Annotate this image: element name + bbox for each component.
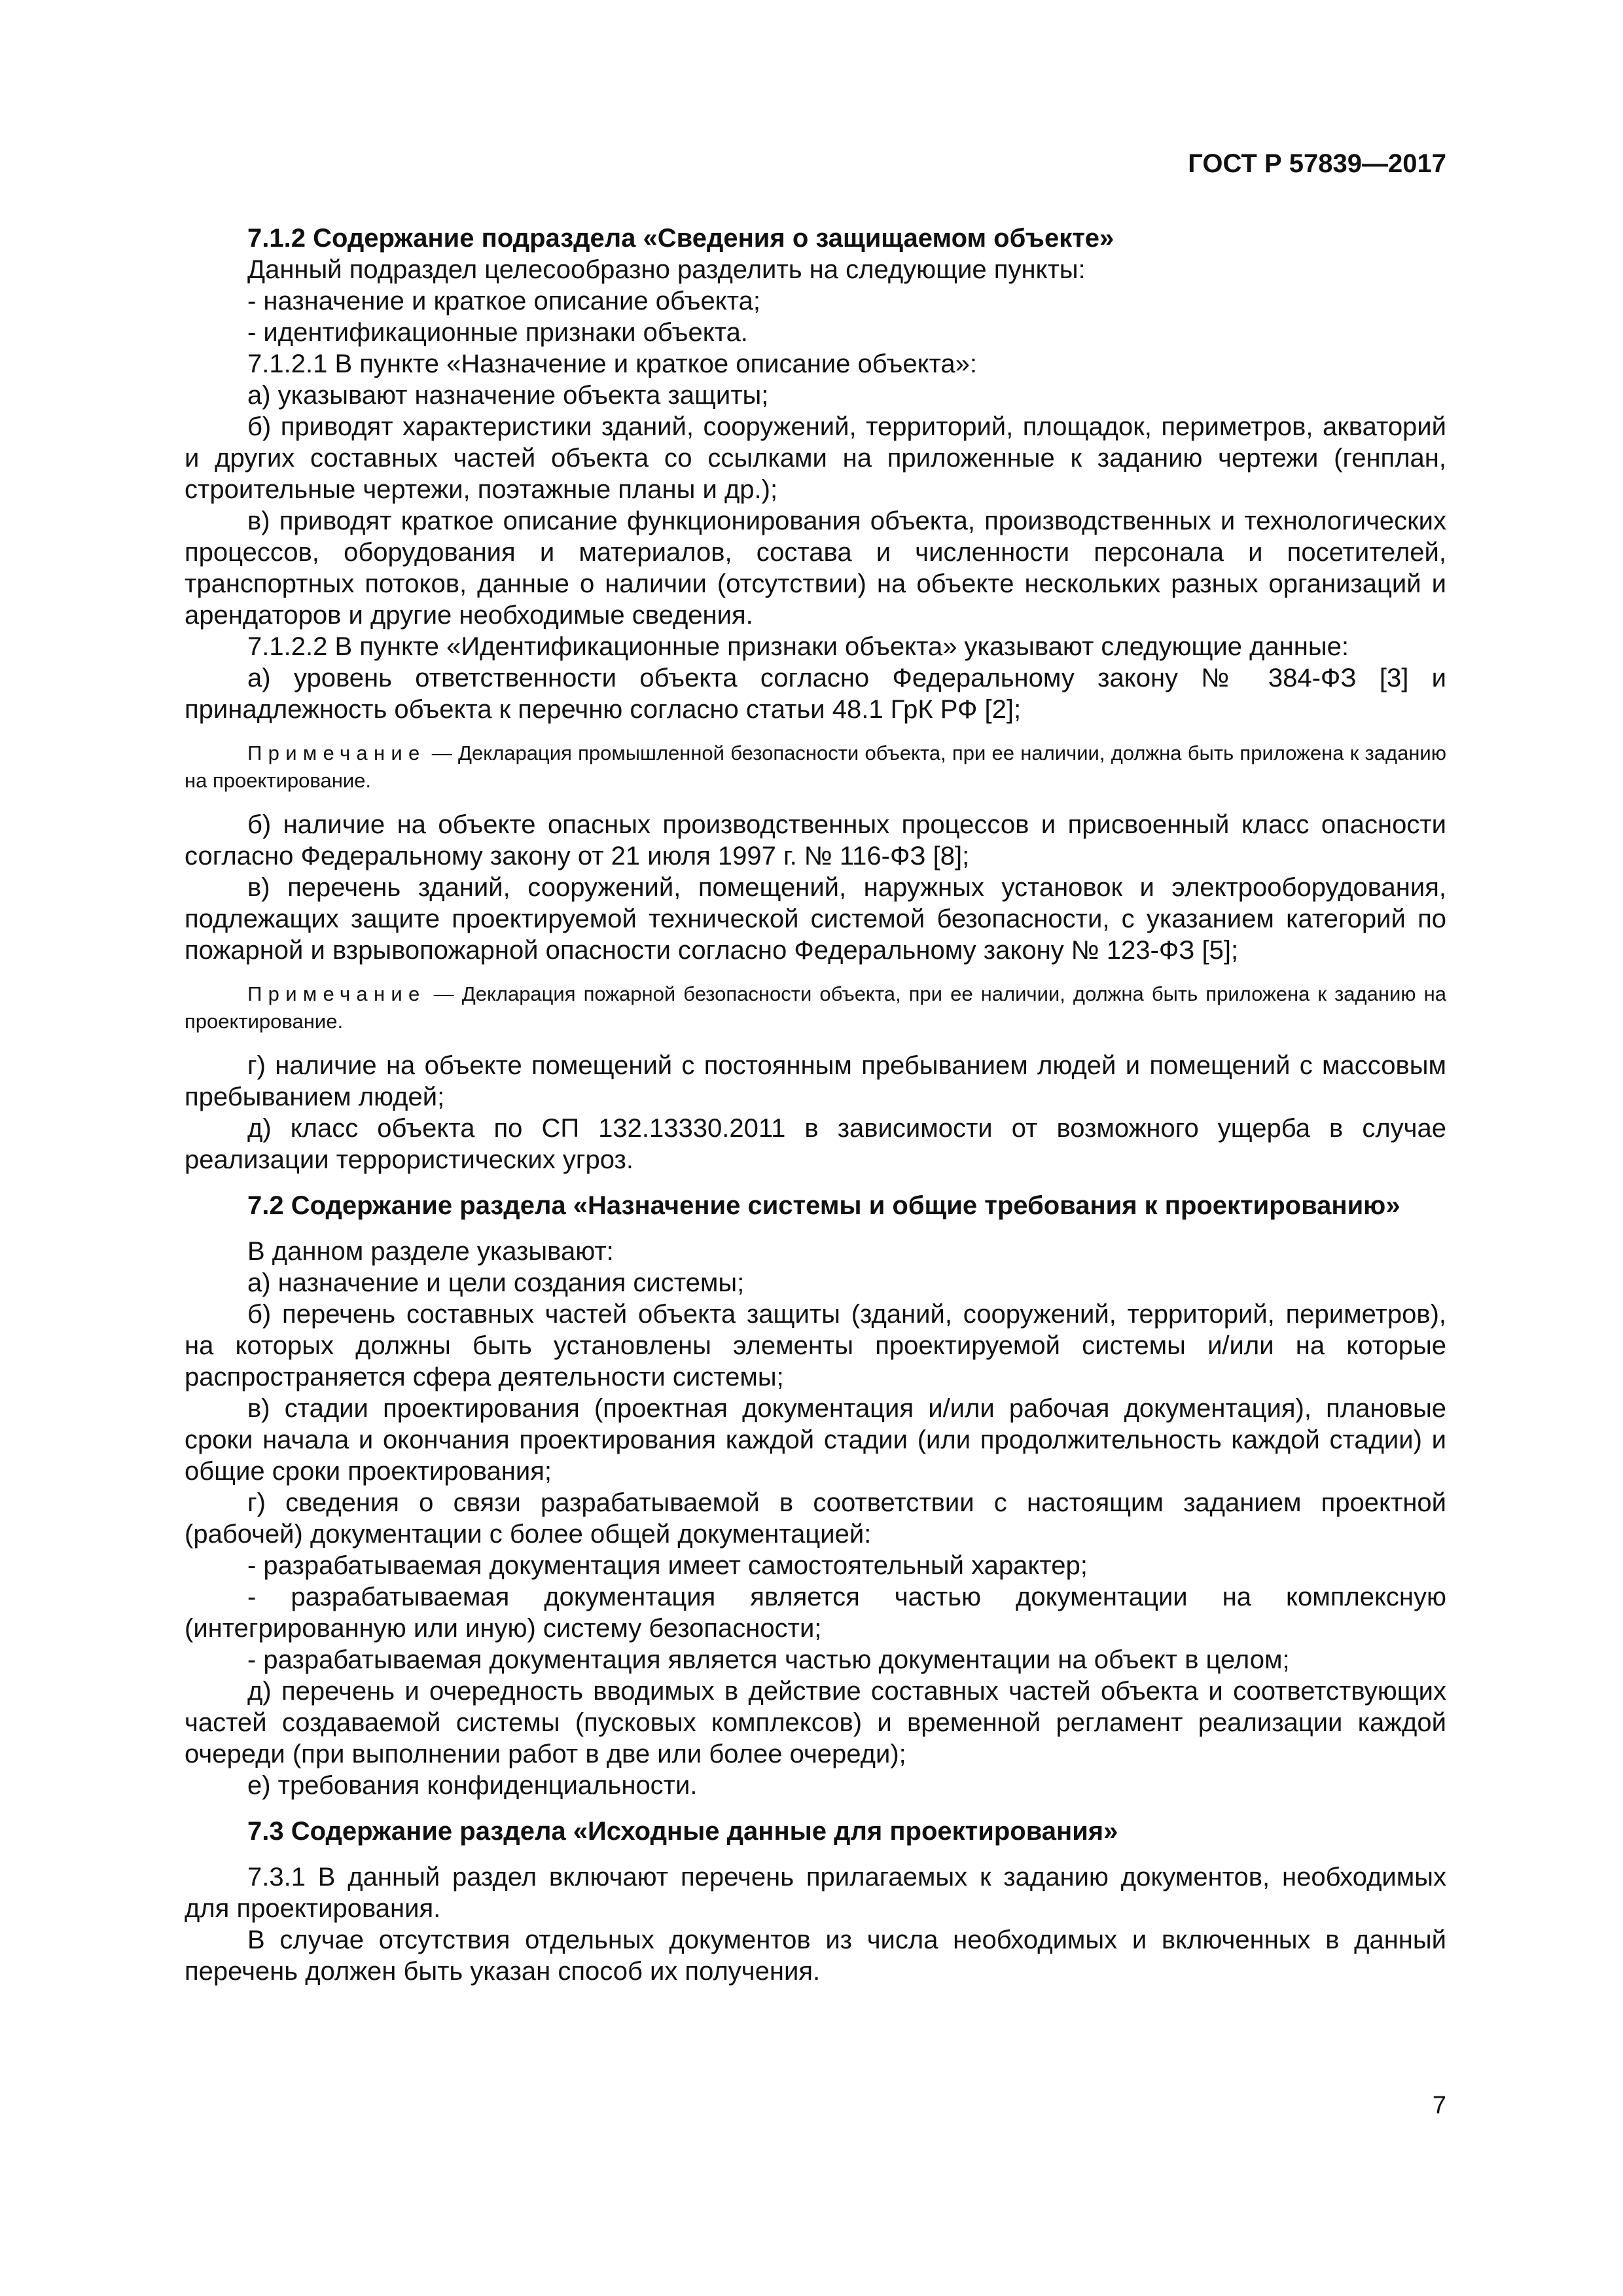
list-item: - разрабатываемая документация имеет самостоятельный характер;	[247, 1551, 1088, 1580]
note	[185, 980, 1446, 1035]
document-page	[185, 0, 1446, 2296]
list-item: - разрабатываемая документация является частью документации на объект в целом;	[247, 1645, 1290, 1674]
list-item: а) уровень ответственности объекта согласно Федеральному закону № 384-ФЗ [3] и принадлежность объекта к перечню согласно статьи 48.1 ГрК РФ [2];	[185, 664, 1446, 724]
list-item: б) наличие на объекте опасных производственных процессов и присвоенный класс опасности согласно Федеральному закону от 21 июля 1997 г. № 116-ФЗ [8];	[185, 810, 1446, 870]
note	[185, 740, 1446, 795]
list-item: г) наличие на объекте помещений с постоянным пребыванием людей и помещений с массовым пребыванием людей;	[185, 1051, 1446, 1111]
list-item: в) приводят краткое описание функционирования объекта, производственных и технологических процессов, оборудования и материалов, состава и численности персонала и посетителей, транспортных потоков, данные о наличии (отсутствии) на объекте нескольких разных организаций и арендаторов и другие необходимые сведения.	[185, 507, 1446, 630]
section-heading-7-2: 7.2 Содержание раздела «Назначение системы и общие требования к проектированию»	[247, 1191, 1400, 1220]
list-item: - разрабатываемая документация является частью документации на комплексную (интегрированную или иную) систему безопасности;	[185, 1583, 1446, 1643]
document-body	[185, 223, 1446, 1987]
paragraph: В данном разделе указывают:	[247, 1237, 614, 1266]
paragraph: 7.1.2.2 В пункте «Идентификационные признаки объекта» указывают следующие данные:	[247, 632, 1349, 661]
list-item: б) перечень составных частей объекта защиты (зданий, сооружений, территорий, периметров), на которых должны быть установлены элементы проектируемой системы и/или на которые распространяется сфера деятельности системы;	[185, 1300, 1446, 1391]
list-item: а) указывают назначение объекта защиты;	[247, 381, 769, 410]
list-item: - идентификационные признаки объекта.	[247, 318, 748, 347]
list-item: а) назначение и цели создания системы;	[247, 1268, 745, 1297]
paragraph: Данный подраздел целесообразно разделить на следующие пункты:	[247, 255, 1086, 284]
list-item: г) сведения о связи разрабатываемой в соответствии с настоящим заданием проектной (рабочей) документации с более общей документацией:	[185, 1488, 1446, 1549]
list-item: в) перечень зданий, сооружений, помещений, наружных установок и электрооборудования, подлежащих защите проектируемой технической системой безопасности, с указанием категорий по пожарной и взрывопожарной опасности согласно Федеральному закону № 123-ФЗ [5];	[185, 873, 1446, 965]
note-text: — Декларация промышленной безопасности объекта, при ее наличии, должна быть приложена к заданию на проектирование.	[185, 742, 1446, 792]
list-item: д) перечень и очередность вводимых в действие составных частей объекта и соответствующих частей создаваемой системы (пусковых комплексов) и временной регламент реализации каждой очереди (при выполнении работ в две или более очереди);	[185, 1677, 1446, 1768]
section-heading-7-3: 7.3 Содержание раздела «Исходные данные для проектирования»	[247, 1817, 1118, 1846]
paragraph: 7.1.2.1 В пункте «Назначение и краткое описание объекта»:	[247, 350, 977, 378]
note-text: — Декларация пожарной безопасности объекта, при ее наличии, должна быть приложена к заданию на проектирование.	[185, 982, 1446, 1033]
note-label: Примечание	[247, 742, 426, 764]
list-item: б) приводят характеристики зданий, сооружений, территорий, площадок, периметров, акваторий и других составных частей объекта со ссылками на приложенные к заданию чертежи (генплан, строительные чертежи, поэтажные планы и др.);	[185, 412, 1446, 504]
list-item: д) класс объекта по СП 132.13330.2011 в зависимости от возможного ущерба в случае реализации террористических угроз.	[185, 1114, 1446, 1174]
note-label: Примечание	[247, 982, 426, 1005]
list-item: - назначение и краткое описание объекта;	[247, 287, 760, 315]
page-number: 7	[1432, 2092, 1446, 2119]
list-item: в) стадии проектирования (проектная документация и/или рабочая документация), плановые сроки начала и окончания проектирования каждой стадии (или продолжительность каждой стадии) и общие сроки проектирования;	[185, 1394, 1446, 1486]
paragraph: В случае отсутствия отдельных документов из числа необходимых и включенных в данный перечень должен быть указан способ их получения.	[185, 1926, 1446, 1986]
paragraph: 7.3.1 В данный раздел включают перечень прилагаемых к заданию документов, необходимых для проектирования.	[185, 1863, 1446, 1923]
list-item: е) требования конфиденциальности.	[247, 1771, 698, 1800]
subsection-heading-7-1-2: 7.1.2 Содержание подраздела «Сведения о защищаемом объекте»	[247, 224, 1115, 253]
document-header: ГОСТ Р 57839—2017	[1188, 149, 1446, 178]
